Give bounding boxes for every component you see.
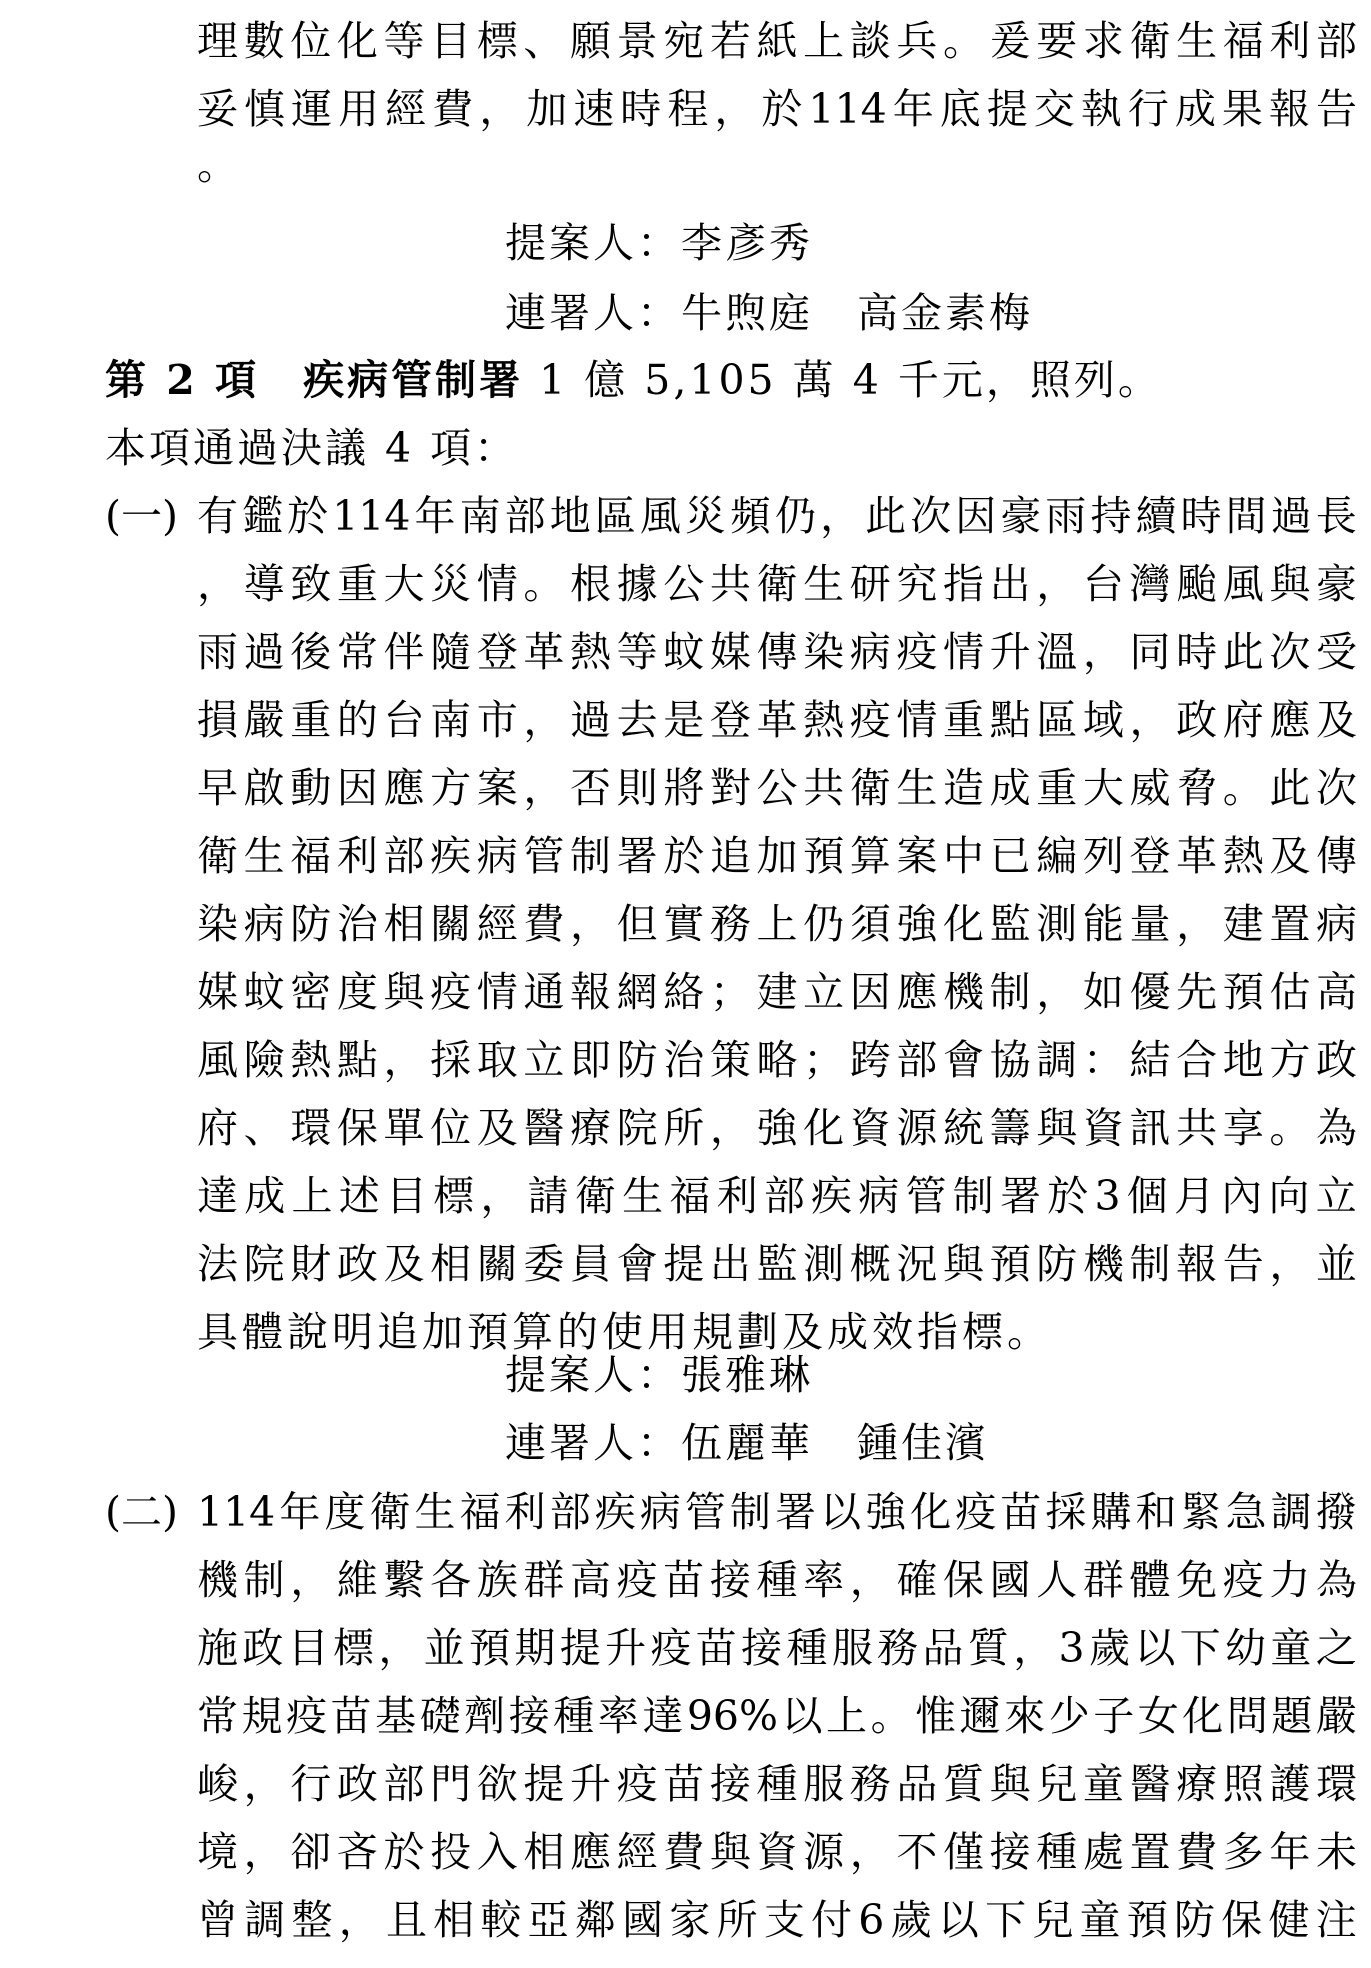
- proposer-line: 提案人：張雅琳: [505, 1351, 813, 1399]
- section-title-bold: 第 2 項 疾病管制署: [105, 356, 524, 404]
- paragraph-line: 常 規 疫 苗 基 礎 劑 接 種 率 達 96% 以 上 。 惟 邇 來 少 子 女 化 問 題 嚴: [197, 1692, 1357, 1740]
- resolution-label: (二): [105, 1488, 178, 1536]
- proposer-line: 提案人：李彥秀: [505, 219, 813, 267]
- paragraph-line: 衛 生 福 利 部 疾 病 管 制 署 於 追 加 預 算 案 中 已 編 列 登 革 熱 及 傳: [197, 832, 1357, 880]
- paragraph-line: 媒 蚊 密 度 與 疫 情 通 報 網 絡 ； 建 立 因 應 機 制 ， 如 優 先 預 估 高: [197, 968, 1357, 1016]
- section-title-amount: 1 億 5,105 萬 4 千元，照列。: [523, 356, 1162, 404]
- section-title: [105, 355, 1162, 405]
- paragraph-line: 具體說明追加預算的使用規劃及成效指標。: [197, 1308, 1052, 1356]
- paragraph-line: 有 鑑 於 114 年 南 部 地 區 風 災 頻 仍 ， 此 次 因 豪 雨 持 續 時 間 過 長: [197, 492, 1357, 540]
- paragraph-line: 境 ， 卻 吝 於 投 入 相 應 經 費 與 資 源 ， 不 僅 接 種 處 置 費 多 年 未: [197, 1828, 1357, 1876]
- paragraph-line: 達 成 上 述 目 標 ， 請 衛 生 福 利 部 疾 病 管 制 署 於 3 個 月 內 向 立: [197, 1172, 1357, 1220]
- paragraph-line: 理 數 位 化 等 目 標 、 願 景 宛 若 紙 上 談 兵 。 爰 要 求 衛 生 福 利 部: [197, 17, 1357, 65]
- paragraph-line: 損 嚴 重 的 台 南 市 ， 過 去 是 登 革 熱 疫 情 重 點 區 域 ， 政 府 應 及: [197, 696, 1357, 744]
- paragraph-line: ， 導 致 重 大 災 情 。 根 據 公 共 衛 生 研 究 指 出 ， 台 灣 颱 風 與 豪: [197, 560, 1357, 608]
- paragraph-line: 施 政 目 標 ， 並 預 期 提 升 疫 苗 接 種 服 務 品 質 ， 3 歲 以 下 幼 童 之: [197, 1624, 1357, 1672]
- paragraph-line: 。: [197, 141, 242, 189]
- paragraph-line: 染 病 防 治 相 關 經 費 ， 但 實 務 上 仍 須 強 化 監 測 能 量 ， 建 置 病: [197, 900, 1357, 948]
- paragraph-line: 法 院 財 政 及 相 關 委 員 會 提 出 監 測 概 況 與 預 防 機 制 報 告 ， 並: [197, 1240, 1357, 1288]
- cosigner-line: 連署人：伍麗華 鍾佳濱: [505, 1419, 989, 1467]
- paragraph-line: 府 、 環 保 單 位 及 醫 療 院 所 ， 強 化 資 源 統 籌 與 資 訊 共 享 。 為: [197, 1104, 1357, 1152]
- paragraph-line: 早 啟 動 因 應 方 案 ， 否 則 將 對 公 共 衛 生 造 成 重 大 威 脅 。 此 次: [197, 764, 1357, 812]
- paragraph-line: 雨 過 後 常 伴 隨 登 革 熱 等 蚊 媒 傳 染 病 疫 情 升 溫 ， 同 時 此 次 受: [197, 628, 1357, 676]
- paragraph-line: 機 制 ， 維 繫 各 族 群 高 疫 苗 接 種 率 ， 確 保 國 人 群 體 免 疫 力 為: [197, 1556, 1357, 1604]
- paragraph-line: 114 年 度 衛 生 福 利 部 疾 病 管 制 署 以 強 化 疫 苗 採 購 和 緊 急 調 撥: [197, 1488, 1357, 1536]
- paragraph-line: 曾 調 整 ， 且 相 較 亞 鄰 國 家 所 支 付 6 歲 以 下 兒 童 預 防 保 健 注: [197, 1896, 1357, 1944]
- resolutions-intro: 本項通過決議 4 項：: [105, 424, 519, 472]
- paragraph-line: 風 險 熱 點 ， 採 取 立 即 防 治 策 略 ； 跨 部 會 協 調 ： 結 合 地 方 政: [197, 1036, 1357, 1084]
- resolution-label: (一): [105, 492, 178, 540]
- cosigner-line: 連署人：牛煦庭 高金素梅: [505, 289, 1033, 337]
- paragraph-line: 峻 ， 行 政 部 門 欲 提 升 疫 苗 接 種 服 務 品 質 與 兒 童 醫 療 照 護 環: [197, 1760, 1357, 1808]
- paragraph-line: 妥 慎 運 用 經 費 ， 加 速 時 程 ， 於 114 年 底 提 交 執 行 成 果 報 告: [197, 85, 1357, 133]
